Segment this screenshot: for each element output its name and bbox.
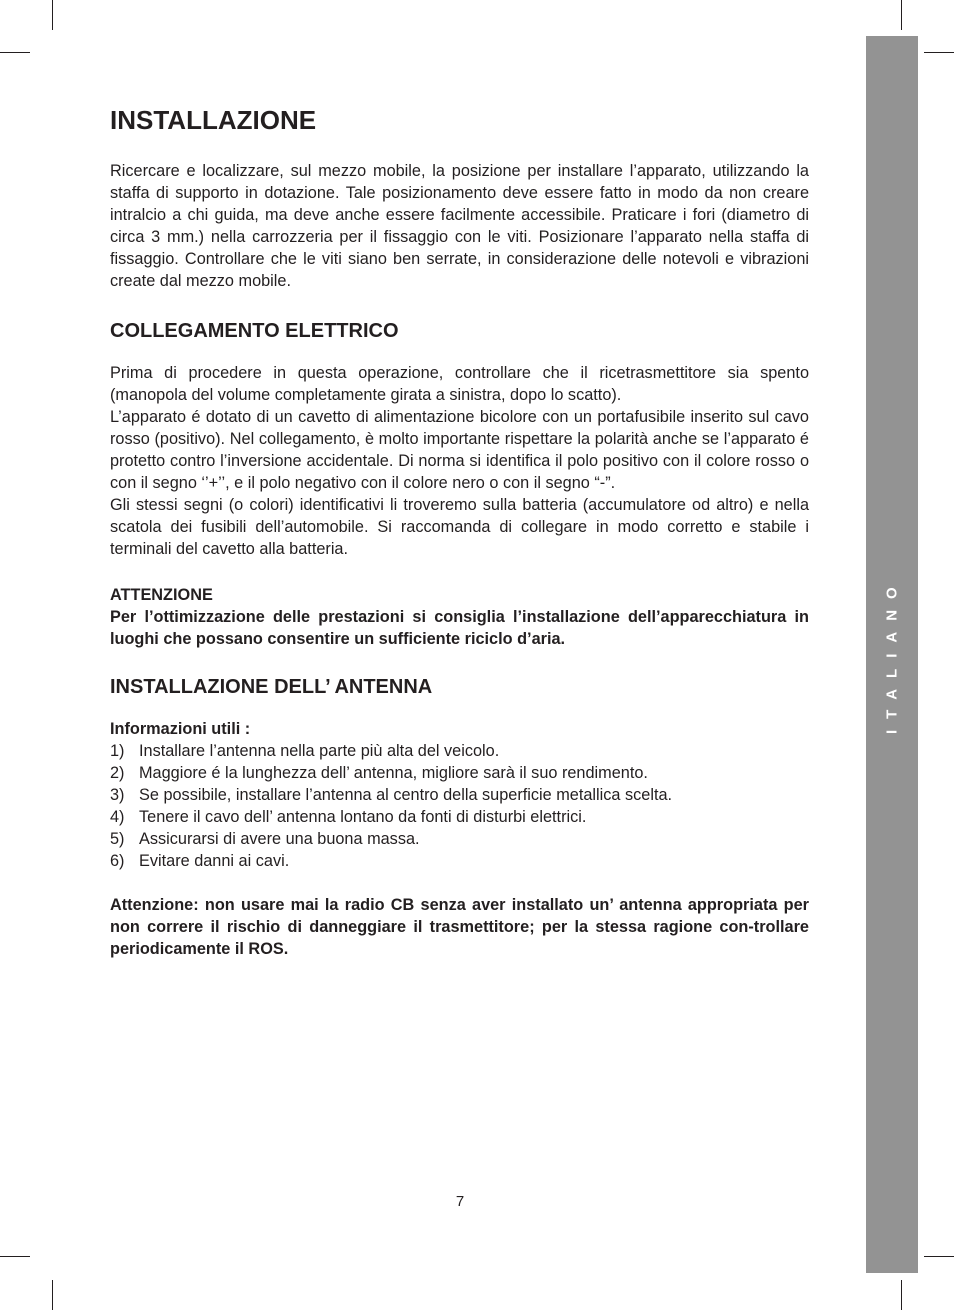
crop-mark bbox=[901, 0, 902, 30]
crop-mark bbox=[52, 0, 53, 30]
list-item-text: Evitare danni ai cavi. bbox=[139, 852, 290, 870]
page-title: INSTALLAZIONE bbox=[110, 105, 317, 135]
list-item-number: 4) bbox=[110, 808, 125, 826]
language-label: ITALIANO bbox=[883, 576, 901, 734]
list-item bbox=[110, 850, 809, 872]
list-item-number: 3) bbox=[110, 786, 125, 804]
electric-paragraph: Prima di procedere in questa operazione, controllare che il ricetrasmettitore sia spento (manopola del volume completamente girata a sinistra, dopo lo scatto). bbox=[110, 364, 809, 404]
list-item bbox=[110, 762, 809, 784]
list-item-text: Maggiore é la lunghezza dell’ antenna, migliore sarà il suo rendimento. bbox=[139, 764, 648, 782]
page-number: 7 bbox=[455, 1193, 465, 1210]
intro-paragraph: Ricercare e localizzare, sul mezzo mobile, la posizione per installare l’apparato, utilizzando la staffa di supporto in dotazione. Tale posizionamento deve essere fatto in modo da non creare intralcio a chi guida, ma deve anche essere facilmente accessibile. Praticare i fori (diametro di circa 3 mm.) nella carrozzeria per il fissaggio con le viti. Posizionare l’apparato nella staffa di fissaggio. Controllare che le viti siano ben serrate, in considerazione delle notevoli e vibrazioni create dal mezzo mobile. bbox=[110, 162, 809, 290]
electric-paragraph: Gli stessi segni (o colori) identificativi li troveremo sulla batteria (accumulatore od altro) e nella scatola dei fusibili dell’automobile. Si raccomanda di collegare in modo corretto e stabile i terminali del cavetto alla batteria. bbox=[110, 496, 809, 558]
list-item-text: Assicurarsi di avere una buona massa. bbox=[139, 830, 420, 848]
electric-paragraph: L’apparato é dotato di un cavetto di alimentazione bicolore con un portafusibile inserito sul cavo rosso (positivo). Nel collegamento, è molto importante rispettare la polarità anche se l’apparato é protetto contro l’inversione accidentale. Di norma si identifica il polo positivo con il colore rosso o con il segno ‘’+’’, e il polo negativo con il colore nero o con il segno “-”. bbox=[110, 408, 809, 492]
crop-mark bbox=[901, 1280, 902, 1310]
list-item-number: 5) bbox=[110, 830, 125, 848]
section-heading-electric: COLLEGAMENTO ELETTRICO bbox=[110, 320, 399, 342]
list-item-text: Se possibile, installare l’antenna al centro della superficie metallica scelta. bbox=[139, 786, 673, 804]
list-item-number: 1) bbox=[110, 742, 125, 760]
list-item-number: 6) bbox=[110, 852, 125, 870]
list-item bbox=[110, 784, 809, 806]
crop-mark bbox=[52, 1280, 53, 1310]
crop-mark bbox=[924, 52, 954, 53]
warning-text: Per l’ottimizzazione delle prestazioni si consiglia l’installazione dell’apparecchiatura in luoghi che possano consentire un sufficiente riciclo d’aria. bbox=[110, 608, 809, 648]
page-content bbox=[110, 100, 809, 960]
crop-mark bbox=[924, 1256, 954, 1257]
antenna-warning: Attenzione: non usare mai la radio CB senza aver installato un’ antenna appropriata per non correre il rischio di danneggiare il trasmettitore; per la stessa ragione con-trollare periodicamente il ROS. bbox=[110, 896, 809, 958]
crop-mark bbox=[0, 1256, 30, 1257]
crop-mark bbox=[0, 52, 30, 53]
info-list bbox=[110, 740, 809, 872]
warning-title: ATTENZIONE bbox=[110, 586, 213, 604]
list-item bbox=[110, 740, 809, 762]
list-item-text: Tenere il cavo dell’ antenna lontano da fonti di disturbi elettrici. bbox=[139, 808, 587, 826]
list-item bbox=[110, 828, 809, 850]
section-heading-antenna: INSTALLAZIONE DELL’ ANTENNA bbox=[110, 676, 433, 698]
list-item bbox=[110, 806, 809, 828]
list-item-text: Installare l’antenna nella parte più alta del veicolo. bbox=[139, 742, 500, 760]
info-title: Informazioni utili : bbox=[110, 720, 251, 738]
list-item-number: 2) bbox=[110, 764, 125, 782]
